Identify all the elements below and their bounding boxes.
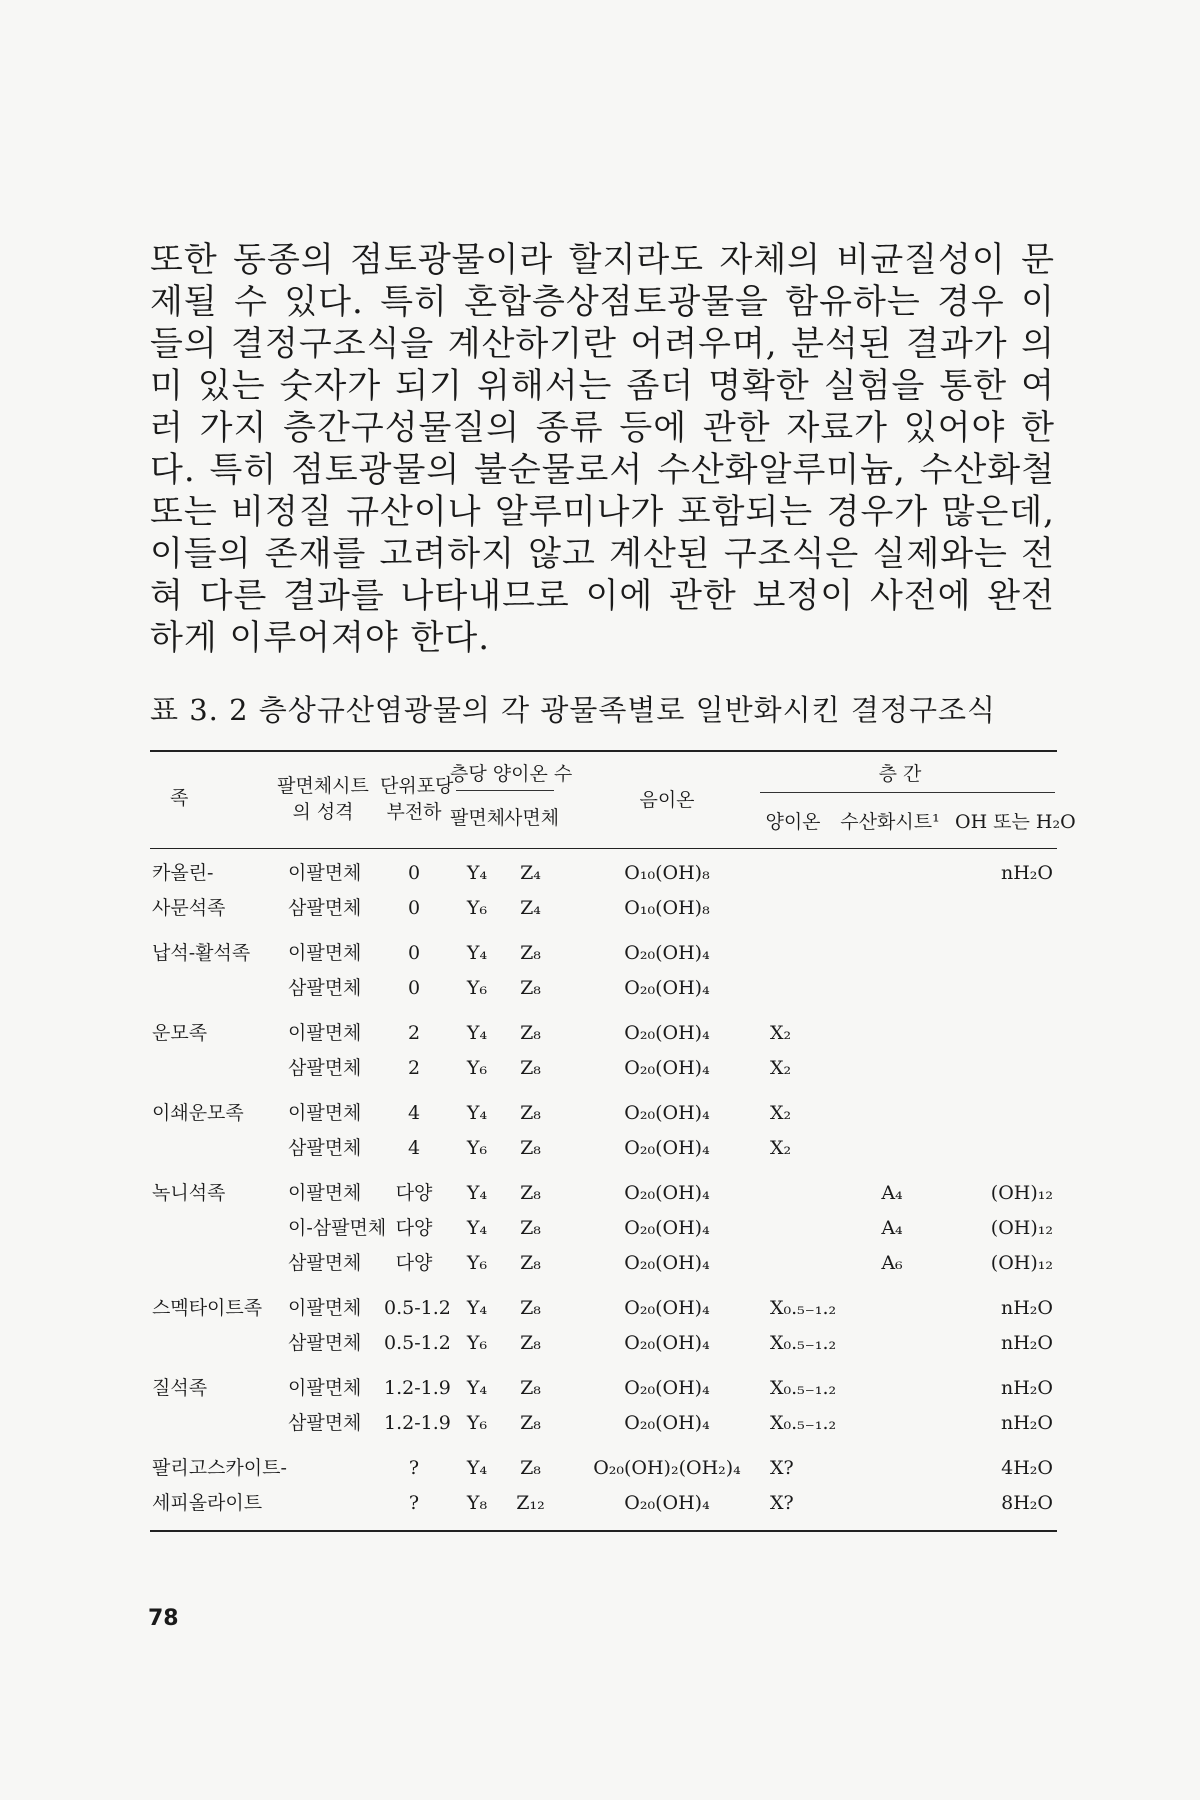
cell-oh-or-water: nH₂O (1001, 1377, 1053, 1399)
cell-octahedral: Y₄ (466, 1022, 488, 1044)
cell-tetrahedral: Z₈ (520, 1022, 541, 1044)
cell-anion: O₂₀(OH)₄ (624, 1217, 710, 1239)
cell-charge: 4 (407, 1137, 421, 1159)
cell-charge: 1.2-1.9 (384, 1412, 451, 1434)
cell-anion: O₂₀(OH)₂(OH₂)₄ (593, 1457, 741, 1479)
header-sheet-line1: 팔면체시트 (277, 775, 369, 797)
cell-interlayer-cation: X₀.₅₋₁.₂ (770, 1297, 837, 1319)
cell-anion: O₂₀(OH)₄ (624, 1377, 710, 1399)
cell-anion: O₂₀(OH)₄ (624, 1022, 710, 1044)
cell-interlayer-cation: X₂ (770, 1102, 792, 1124)
cell-oh-or-water: (OH)₁₂ (990, 1217, 1053, 1239)
header-oh-or-water: OH 또는 H₂O (955, 811, 1076, 833)
cell-interlayer-cation: X₂ (770, 1057, 792, 1079)
cell-group: 운모족 (152, 1022, 208, 1044)
cell-charge: 0 (407, 942, 421, 964)
cell-tetrahedral: Z₁₂ (516, 1492, 545, 1514)
cell-anion: O₂₀(OH)₄ (624, 1412, 710, 1434)
cell-octahedral: Y₆ (466, 977, 488, 999)
cell-interlayer-cation: X? (770, 1457, 794, 1479)
cell-anion: O₁₀(OH)₈ (624, 862, 710, 884)
cell-group: 납석-활석족 (152, 942, 251, 964)
table-row (150, 1175, 1057, 1210)
table-row (150, 1370, 1057, 1405)
cell-tetrahedral: Z₄ (520, 897, 541, 919)
cell-group: 세피올라이트 (152, 1492, 263, 1514)
cell-charge: 4 (407, 1102, 421, 1124)
cell-anion: O₂₀(OH)₄ (624, 1297, 710, 1319)
header-hydroxide-sheet: 수산화시트¹ (840, 811, 940, 833)
cell-group: 카올린- (152, 862, 214, 884)
cell-anion: O₂₀(OH)₄ (624, 1252, 710, 1274)
header-charge-line2: 부전하 (386, 801, 442, 823)
header-interlayer: 층 간 (878, 763, 922, 785)
table-row (150, 1015, 1057, 1050)
body-paragraph: 또한 동종의 점토광물이라 할지라도 자체의 비균질성이 문제될 수 있다. 특히 혼합층상점토광물을 함유하는 경우 이들의 결정구조식을 계산하기란 어려우며, 분석된 결과가 의미 있는 숫자가 되기 위해서는 좀더 명확한 실험을 통한 여러 가지 층간구성물질의 종류 등에 관한 자료가 있어야 한다. 특히 점토광물의 불순물로서 수산화알루미늄, 수산화철 또는 비정질 규산이나 알루미나가 포함되는 경우가 많은데, 이들의 존재를 고려하지 않고 계산된 구조식은 실제와는 전혀 다른 결과를 나타내므로 이에 관한 보정이 사전에 완전하게 이루어져야 한다. (150, 240, 1055, 658)
table-row (150, 1450, 1057, 1485)
cell-sheet: 삼팔면체 (288, 977, 362, 999)
cell-sheet: 삼팔면체 (288, 1137, 362, 1159)
cell-anion: O₂₀(OH)₄ (624, 1332, 710, 1354)
cell-sheet: 이팔면체 (288, 1022, 362, 1044)
cell-octahedral: Y₄ (466, 942, 488, 964)
cell-group: 사문석족 (152, 897, 226, 919)
cell-sheet: 이-삼팔면체 (288, 1217, 387, 1239)
cell-sheet: 이팔면체 (288, 1102, 362, 1124)
cell-octahedral: Y₆ (466, 897, 488, 919)
cell-tetrahedral: Z₈ (520, 1217, 541, 1239)
cell-sheet: 이팔면체 (288, 862, 362, 884)
table-row (150, 1095, 1057, 1130)
cell-hydroxide-sheet: A₆ (881, 1252, 903, 1274)
cell-octahedral: Y₆ (466, 1252, 488, 1274)
cell-interlayer-cation: X₂ (770, 1022, 792, 1044)
cell-sheet: 삼팔면체 (288, 1057, 362, 1079)
cell-tetrahedral: Z₄ (520, 862, 541, 884)
cell-sheet: 삼팔면체 (288, 1332, 362, 1354)
cell-tetrahedral: Z₈ (520, 1057, 541, 1079)
table-row (150, 1290, 1057, 1325)
cell-hydroxide-sheet: A₄ (881, 1182, 903, 1204)
cell-tetrahedral: Z₈ (520, 1182, 541, 1204)
cell-interlayer-cation: X? (770, 1492, 794, 1514)
cell-sheet: 이팔면체 (288, 1377, 362, 1399)
cell-group: 스멕타이트족 (152, 1297, 263, 1319)
cell-octahedral: Y₈ (466, 1492, 488, 1514)
cell-oh-or-water: nH₂O (1001, 1412, 1053, 1434)
cell-charge: 1.2-1.9 (384, 1377, 451, 1399)
table-row (150, 1405, 1057, 1440)
cell-tetrahedral: Z₈ (520, 977, 541, 999)
header-rule-interlayer (760, 792, 1055, 793)
structural-formula-table (150, 750, 1076, 1532)
cell-hydroxide-sheet: A₄ (881, 1217, 903, 1239)
header-charge-line1: 단위포당 (380, 775, 454, 797)
cell-tetrahedral: Z₈ (520, 1377, 541, 1399)
cell-tetrahedral: Z₈ (520, 1102, 541, 1124)
cell-sheet: 삼팔면체 (288, 1252, 362, 1274)
header-octahedral: 팔면체 (450, 807, 506, 829)
cell-group: 이쇄운모족 (152, 1102, 244, 1124)
cell-octahedral: Y₆ (466, 1057, 488, 1079)
cell-anion: O₂₀(OH)₄ (624, 1102, 710, 1124)
cell-group: 녹니석족 (152, 1182, 226, 1204)
cell-octahedral: Y₆ (466, 1332, 488, 1354)
cell-octahedral: Y₄ (466, 1377, 488, 1399)
cell-sheet: 삼팔면체 (288, 897, 362, 919)
cell-charge: 0.5-1.2 (384, 1332, 451, 1354)
cell-charge: 2 (407, 1057, 421, 1079)
header-sheet-line2: 의 성격 (292, 801, 354, 823)
cell-sheet: 이팔면체 (288, 942, 362, 964)
table-row (150, 1485, 1057, 1520)
cell-octahedral: Y₄ (466, 1297, 488, 1319)
table-row (150, 1245, 1057, 1280)
table-row (150, 970, 1057, 1005)
cell-charge: 0 (407, 977, 421, 999)
cell-anion: O₂₀(OH)₄ (624, 1492, 710, 1514)
table-row (150, 1050, 1057, 1085)
cell-charge: 다양 (395, 1252, 433, 1274)
cell-tetrahedral: Z₈ (520, 1252, 541, 1274)
cell-oh-or-water: nH₂O (1001, 1332, 1053, 1354)
cell-charge: ? (408, 1457, 420, 1479)
table-row (150, 1210, 1057, 1245)
cell-oh-or-water: nH₂O (1001, 1297, 1053, 1319)
cell-tetrahedral: Z₈ (520, 1137, 541, 1159)
cell-interlayer-cation: X₀.₅₋₁.₂ (770, 1377, 837, 1399)
cell-sheet: 이팔면체 (288, 1182, 362, 1204)
cell-anion: O₂₀(OH)₄ (624, 1137, 710, 1159)
table-caption: 표 3. 2 층상규산염광물의 각 광물족별로 일반화시킨 결정구조식 (150, 693, 996, 727)
cell-charge: 0.5-1.2 (384, 1297, 451, 1319)
table-row (150, 855, 1057, 890)
table-body (150, 849, 1057, 1530)
table-row (150, 1325, 1057, 1360)
cell-sheet: 이팔면체 (288, 1297, 362, 1319)
cell-group: 팔리고스카이트- (152, 1457, 287, 1479)
cell-interlayer-cation: X₂ (770, 1137, 792, 1159)
cell-anion: O₂₀(OH)₄ (624, 1057, 710, 1079)
cell-tetrahedral: Z₈ (520, 1457, 541, 1479)
cell-sheet: 삼팔면체 (288, 1412, 362, 1434)
table-header (150, 752, 1076, 849)
table-row (150, 935, 1057, 970)
cell-oh-or-water: (OH)₁₂ (990, 1182, 1053, 1204)
cell-tetrahedral: Z₈ (520, 1412, 541, 1434)
cell-charge: 다양 (395, 1182, 433, 1204)
cell-charge: 다양 (395, 1217, 433, 1239)
table-row (150, 890, 1057, 925)
cell-anion: O₂₀(OH)₄ (624, 977, 710, 999)
cell-interlayer-cation: X₀.₅₋₁.₂ (770, 1412, 837, 1434)
cell-octahedral: Y₄ (466, 1102, 488, 1124)
table-row (150, 1130, 1057, 1165)
cell-oh-or-water: 4H₂O (1001, 1457, 1053, 1479)
cell-octahedral: Y₄ (466, 862, 488, 884)
header-tetrahedral: 사면체 (504, 807, 560, 829)
cell-charge: 2 (407, 1022, 421, 1044)
cell-charge: ? (408, 1492, 420, 1514)
cell-oh-or-water: 8H₂O (1001, 1492, 1053, 1514)
cell-group: 질석족 (152, 1377, 208, 1399)
cell-oh-or-water: (OH)₁₂ (990, 1252, 1053, 1274)
cell-octahedral: Y₆ (466, 1412, 488, 1434)
header-anion: 음이온 (639, 789, 695, 811)
cell-anion: O₁₀(OH)₈ (624, 897, 710, 919)
cell-oh-or-water: nH₂O (1001, 862, 1053, 884)
cell-interlayer-cation: X₀.₅₋₁.₂ (770, 1332, 837, 1354)
cell-charge: 0 (407, 862, 421, 884)
cell-tetrahedral: Z₈ (520, 942, 541, 964)
cell-charge: 0 (407, 897, 421, 919)
header-rule-cations (456, 790, 554, 791)
page-number: 78 (148, 1606, 179, 1631)
cell-anion: O₂₀(OH)₄ (624, 942, 710, 964)
header-cations-per-layer: 층당 양이온 수 (450, 763, 573, 785)
header-group: 족 (170, 787, 189, 809)
cell-octahedral: Y₄ (466, 1457, 488, 1479)
cell-tetrahedral: Z₈ (520, 1297, 541, 1319)
cell-anion: O₂₀(OH)₄ (624, 1182, 710, 1204)
cell-tetrahedral: Z₈ (520, 1332, 541, 1354)
cell-octahedral: Y₄ (466, 1217, 488, 1239)
cell-octahedral: Y₆ (466, 1137, 488, 1159)
cell-octahedral: Y₄ (466, 1182, 488, 1204)
header-interlayer-cation: 양이온 (765, 811, 821, 833)
